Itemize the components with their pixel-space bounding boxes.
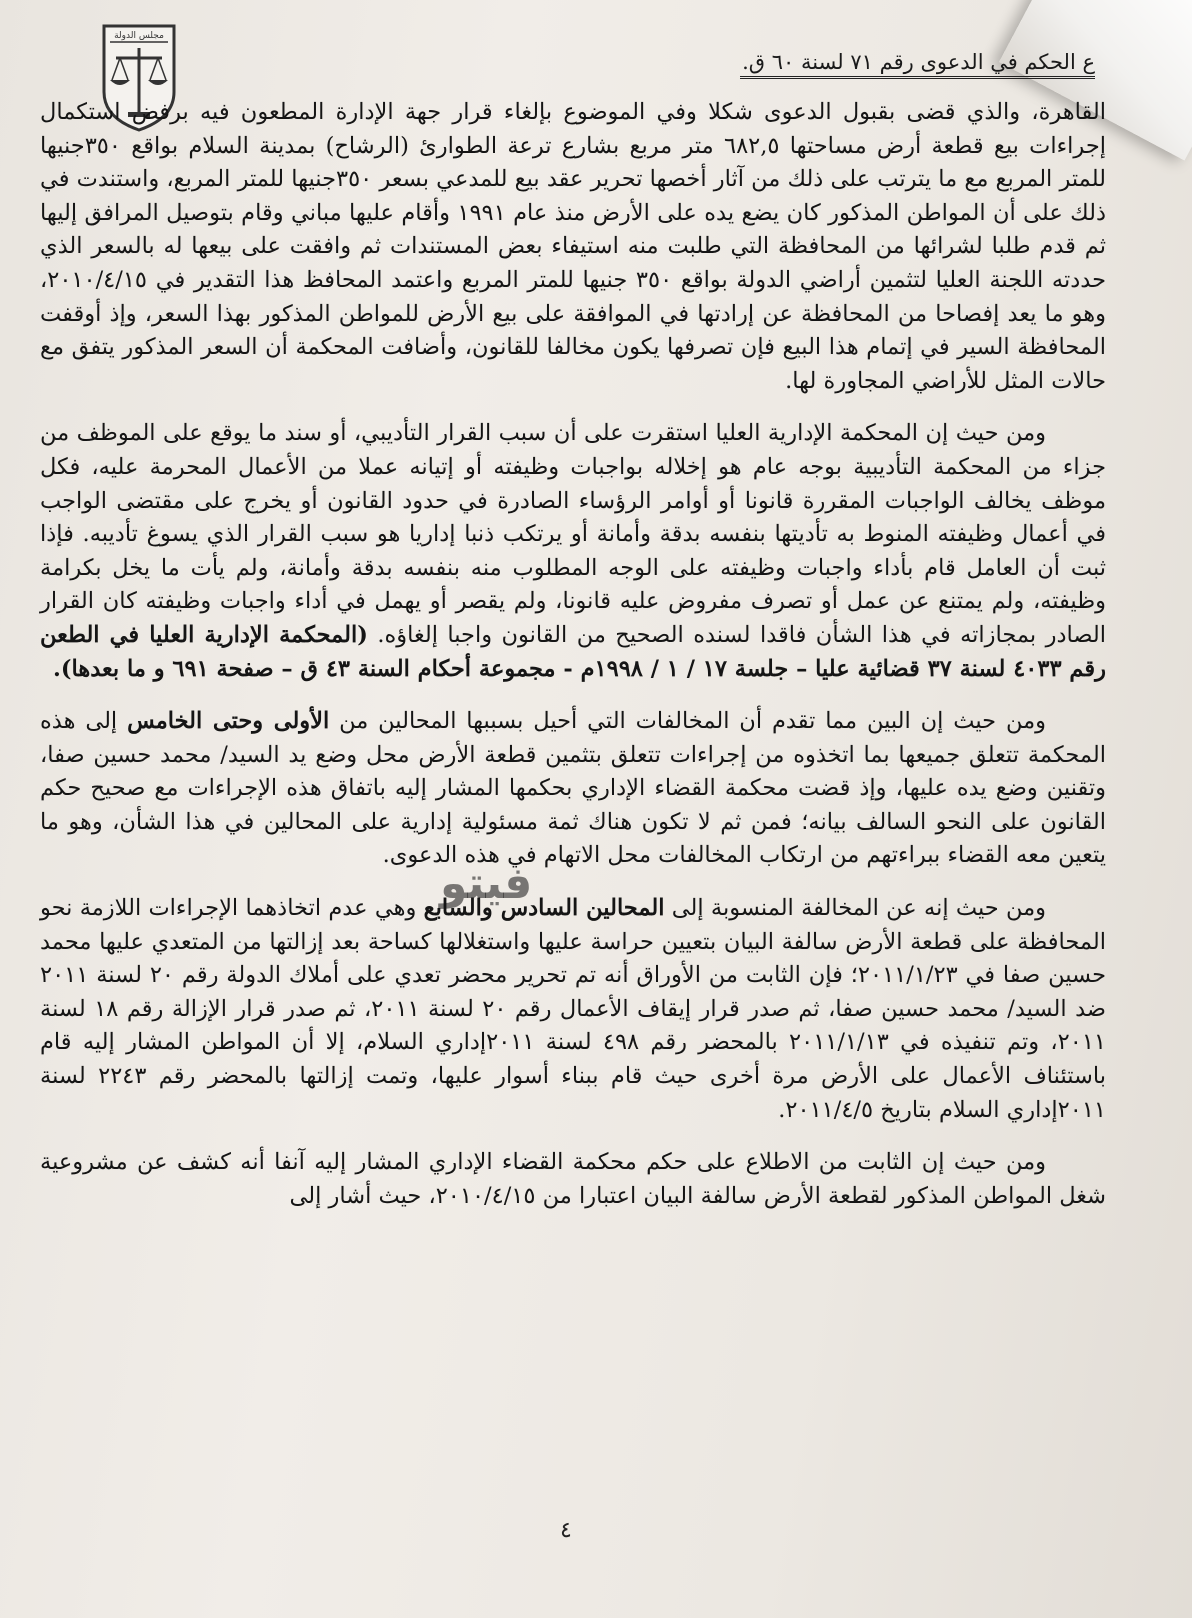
bold-text-segment: الأولى وحتى الخامس <box>127 708 330 735</box>
case-header: ع الحكم في الدعوى رقم ٧١ لسنة ٦٠ ق. <box>740 50 1095 79</box>
body-paragraph <box>40 96 1106 398</box>
text-segment: ومن حيث إنه عن المخالفة المنسوبة إلى <box>664 895 1046 922</box>
text-segment: إلى هذه المحكمة تتعلق جميعها بما اتخذوه من إجراءات تتعلق بتثمين قطعة الأرض محل وضع يد السيد/ محمد حسين صفا، وتقنين وضع يده عليها، وإذ قضت محكمة القضاء الإداري بحكمها المشار إليه باتفاق هذه الإجراءات مع صحيح حكم القانون على النحو السالف بيانه؛ فمن ثم لا تكون هناك ثمة مسئولية إدارية على المحالين في هذا الشأن، وهو ما يتعين معه القضاء ببراءتهم من ارتكاب المخالفات محل الاتهام في هذه الدعوى. <box>40 708 1106 869</box>
body-paragraph <box>40 892 1106 1127</box>
text-segment: القاهرة، والذي قضى بقبول الدعوى شكلا وفي الموضوع بإلغاء قرار جهة الإدارة المطعون فيه برفض استكمال إجراءات بيع قطعة أرض مساحتها ٦٨٢,٥ متر مربع بشارع ترعة الطوارئ (الرشاح) بمدينة السلام بواقع ٣٥٠جنيها للمتر المربع مع ما يترتب على ذلك من آثار أخصها تحرير عقد بيع للمدعي بسعر ٣٥٠جنيها للمتر المربع، واستندت في ذلك على أن المواطن المذكور كان يضع يده على الأرض منذ عام ١٩٩١ وأقام عليها مباني وقام بتوصيل المرافق إليها ثم قدم طلبا لشرائها من المحافظة التي طلبت منه استيفاء بعض المستندات ثم وافقت على بيعها له بالسعر الذي حددته اللجنة العليا لتثمين أراضي الدولة بواقع ٣٥٠ جنيها للمتر المربع واعتمد المحافظ هذا التقدير في ٢٠١٠/٤/١٥، وهو ما يعد إفصاحا من المحافظة عن إرادتها في الموافقة على بيع الأرض للمواطن المذكور بهذا السعر، وإذ أوقفت المحافظة السير في إتمام هذا البيع فإن تصرفها يكون مخالفا للقانون، وأضافت المحكمة أن السعر المذكور يتفق مع حالات المثل للأراضي المجاورة لها. <box>40 99 1107 394</box>
body-paragraph <box>40 417 1106 686</box>
text-segment: ومن حيث إن المحكمة الإدارية العليا استقرت على أن سبب القرار التأديبي، أو سند ما يوقع على الموظف من جزاء من المحكمة التأديبية بوجه عام هو إخلاله بواجبات وظيفته أو إتيانه عملا من الأعمال المحرمة عليه، فكل موظف يخالف الواجبات المقررة قانونا أو أوامر الرؤساء الصادرة في حدود القانون أو يخرج على مقتضى الواجب في أعمال وظيفته المنوط به تأديتها بنفسه بدقة وأمانة أو يرتكب ذنبا إداريا هو سبب القرار الذي يسوغ تأديبه. فإذا ثبت أن العامل قام بأداء واجبات وظيفته على الوجه المطلوب منه بنفسه بدقة وأمانة، ولم يأت ما يخل بكرامة وظيفته، ولم يمتنع عن عمل أو تصرف مفروض عليه قانونا، ولم يقصر أو يهمل في أداء واجبات وظيفته كان القرار الصادر بمجازاته في هذا الشأن فاقدا لسنده الصحيح من القانون واجبا إلغاؤه. <box>40 420 1106 648</box>
document-body <box>40 96 1106 1232</box>
body-paragraph <box>40 1146 1106 1213</box>
text-segment: وهي عدم اتخاذهما الإجراءات اللازمة نحو المحافظة على قطعة الأرض سالفة البيان بتعيين حراسة عليها واستغلالها كساحة بعد إزالتها من المتعدي عليها محمد حسين صفا في ٢٠١١/١/٢٣؛ فإن الثابت من الأوراق أنه تم تحرير محضر تعدي على أملاك الدولة رقم ٢٠ لسنة ٢٠١١ ضد السيد/ محمد حسين صفا، ثم صدر قرار إيقاف الأعمال رقم ٢٠ لسنة ٢٠١١، ثم صدر قرار الإزالة رقم ١٨ لسنة ٢٠١١، وتم تنفيذه في ٢٠١١/١/١٣ بالمحضر رقم ٤٩٨ لسنة ٢٠١١إداري السلام، إلا أن المواطن المشار إليه قام باستئناف الأعمال على الأرض مرة أخرى حيث قام ببناء أسوار عليها، وتمت إزالتها بالمحضر رقم ٢٢٤٣ لسنة ٢٠١١إداري السلام بتاريخ ٢٠١١/٤/٥. <box>40 895 1107 1123</box>
page-number: ٤ <box>560 1518 572 1543</box>
watermark: فيتو <box>440 858 533 909</box>
bold-text-segment: المحالين السادس والسابع <box>423 895 665 922</box>
bold-text-segment: (المحكمة الإدارية العليا في الطعن رقم ٤٠٣٣ لسنة ٣٧ قضائية عليا – جلسة ١٧ / ١ / ١٩٩٨م - مجموعة أحكام السنة ٤٣ ق – صفحة ٦٩١ و ما بعدها). <box>40 621 1106 682</box>
text-segment: ومن حيث إن الثابت من الاطلاع على حكم محكمة القضاء الإداري المشار إليه آنفا أنه كشف عن مشروعية شغل المواطن المذكور لقطعة الأرض سالفة البيان اعتبارا من ٢٠١٠/٤/١٥، حيث أشار إلى <box>40 1149 1106 1209</box>
svg-text:مجلس الدولة: مجلس الدولة <box>114 31 164 41</box>
body-paragraph <box>40 705 1106 873</box>
text-segment: ومن حيث إن البين مما تقدم أن المخالفات التي أحيل بسببها المحالين من <box>329 708 1046 735</box>
